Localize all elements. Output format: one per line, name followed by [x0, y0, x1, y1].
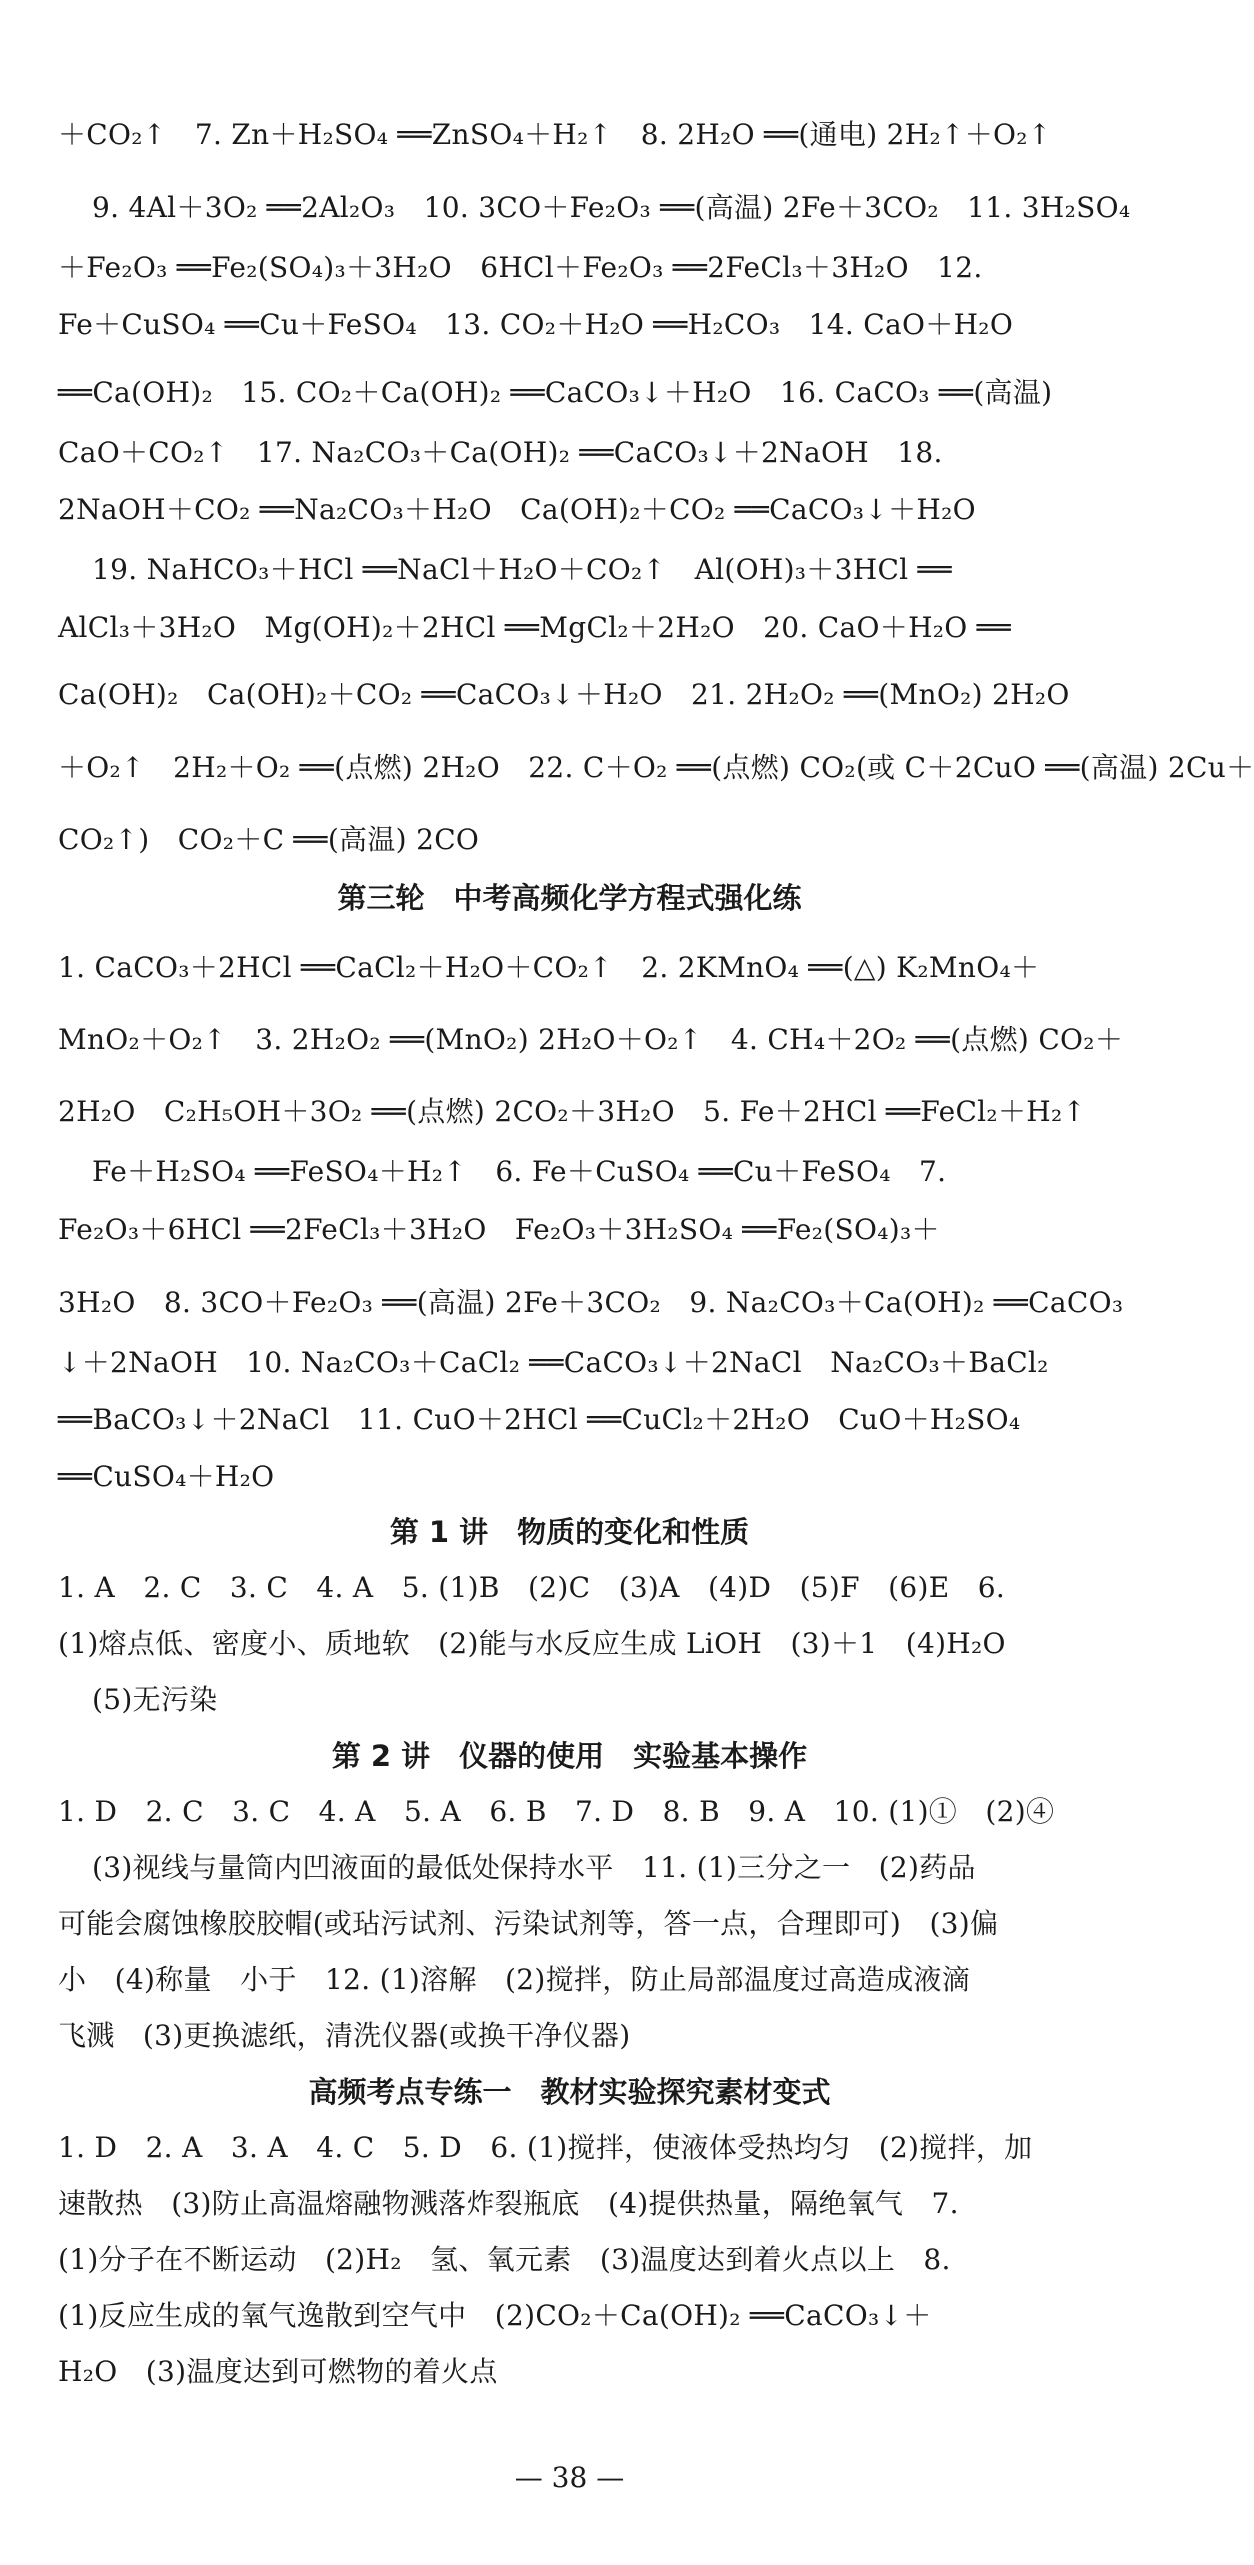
text-line: 1. CaCO₃＋2HCl ══CaCl₂＋H₂O＋CO₂↑ 2. 2KMnO₄ ══(△) K₂MnO₄＋	[58, 951, 1040, 984]
text-line: ↓＋2NaOH 10. Na₂CO₃＋CaCl₂ ══CaCO₃↓＋2NaCl Na₂CO₃＋BaCl₂	[58, 1346, 1049, 1379]
text-line: CO₂↑) CO₂＋C ══(高温) 2CO	[58, 823, 480, 856]
text-line: Fe＋H₂SO₄ ══FeSO₄＋H₂↑ 6. Fe＋CuSO₄ ══Cu＋FeSO₄ 7.	[92, 1155, 947, 1188]
text-line: (1)反应生成的氧气逸散到空气中 (2)CO₂＋Ca(OH)₂ ══CaCO₃↓＋	[58, 2299, 932, 2332]
text-line: CaO＋CO₂↑ 17. Na₂CO₃＋Ca(OH)₂ ══CaCO₃↓＋2NaOH 18.	[58, 436, 943, 469]
text-line: 2NaOH＋CO₂ ══Na₂CO₃＋H₂O Ca(OH)₂＋CO₂ ══CaCO₃↓＋H₂O	[58, 493, 976, 526]
text-line: ＋Fe₂O₃ ══Fe₂(SO₄)₃＋3H₂O 6HCl＋Fe₂O₃ ══2FeCl₃＋3H₂O 12.	[58, 251, 983, 284]
text-line: 1. A 2. C 3. C 4. A 5. (1)B (2)C (3)A (4)D (5)F (6)E 6.	[58, 1571, 1006, 1604]
text-line: ＋O₂↑ 2H₂＋O₂ ══(点燃) 2H₂O 22. C＋O₂ ══(点燃) CO₂(或 C＋2CuO ══(高温) 2Cu＋	[58, 751, 1254, 784]
section-heading: 高频考点专练一 教材实验探究素材变式	[308, 2075, 831, 2109]
text-line: 2H₂O C₂H₅OH＋3O₂ ══(点燃) 2CO₂＋3H₂O 5. Fe＋2HCl ══FeCl₂＋H₂↑	[58, 1095, 1087, 1128]
text-line: H₂O (3)温度达到可燃物的着火点	[58, 2355, 498, 2388]
text-line: 3H₂O 8. 3CO＋Fe₂O₃ ══(高温) 2Fe＋3CO₂ 9. Na₂CO₃＋Ca(OH)₂ ══CaCO₃	[58, 1286, 1124, 1319]
text-line: 小 (4)称量 小于 12. (1)溶解 (2)搅拌，防止局部温度过高造成液滴	[58, 1963, 971, 1996]
text-line: (1)熔点低、密度小、质地软 (2)能与水反应生成 LiOH (3)＋1 (4)H₂O	[58, 1627, 1006, 1660]
text-line: MnO₂＋O₂↑ 3. 2H₂O₂ ══(MnO₂) 2H₂O＋O₂↑ 4. CH₄＋2O₂ ══(点燃) CO₂＋	[58, 1023, 1124, 1056]
text-line: 可能会腐蚀橡胶胶帽(或玷污试剂、污染试剂等，答一点，合理即可) (3)偏	[58, 1907, 999, 1940]
page-number: — 38 —	[514, 2461, 625, 2494]
text-line: AlCl₃＋3H₂O Mg(OH)₂＋2HCl ══MgCl₂＋2H₂O 20. CaO＋H₂O ══	[58, 611, 1012, 644]
section-heading: 第 2 讲 仪器的使用 实验基本操作	[331, 1739, 808, 1773]
text-line: Ca(OH)₂ Ca(OH)₂＋CO₂ ══CaCO₃↓＋H₂O 21. 2H₂O₂ ══(MnO₂) 2H₂O	[58, 678, 1070, 711]
text-line: 19. NaHCO₃＋HCl ══NaCl＋H₂O＋CO₂↑ Al(OH)₃＋3HCl ══	[92, 553, 952, 586]
text-line: 速散热 (3)防止高温熔融物溅落炸裂瓶底 (4)提供热量，隔绝氧气 7.	[58, 2187, 959, 2220]
text-line: ══Ca(OH)₂ 15. CO₂＋Ca(OH)₂ ══CaCO₃↓＋H₂O 16. CaCO₃ ══(高温)	[58, 376, 1053, 409]
text-line: 飞溅 (3)更换滤纸，清洗仪器(或换干净仪器)	[58, 2019, 631, 2052]
text-line: (5)无污染	[92, 1683, 218, 1716]
text-line: 1. D 2. A 3. A 4. C 5. D 6. (1)搅拌，使液体受热均匀 (2)搅拌，加	[58, 2131, 1033, 2164]
text-line: 9. 4Al＋3O₂ ══2Al₂O₃ 10. 3CO＋Fe₂O₃ ══(高温) 2Fe＋3CO₂ 11. 3H₂SO₄	[92, 191, 1131, 224]
text-line: (3)视线与量筒内凹液面的最低处保持水平 11. (1)三分之一 (2)药品	[92, 1851, 976, 1884]
text-line: ＋CO₂↑ 7. Zn＋H₂SO₄ ══ZnSO₄＋H₂↑ 8. 2H₂O ══(通电) 2H₂↑＋O₂↑	[58, 118, 1052, 151]
text-line: ══BaCO₃↓＋2NaCl 11. CuO＋2HCl ══CuCl₂＋2H₂O CuO＋H₂SO₄	[58, 1403, 1021, 1436]
text-line: 1. D 2. C 3. C 4. A 5. A 6. B 7. D 8. B 9. A 10. (1)① (2)④	[58, 1795, 1055, 1828]
text-line: (1)分子在不断运动 (2)H₂ 氢、氧元素 (3)温度达到着火点以上 8.	[58, 2243, 951, 2276]
section-heading: 第 1 讲 物质的变化和性质	[389, 1515, 750, 1549]
text-line: ══CuSO₄＋H₂O	[58, 1460, 275, 1493]
text-line: Fe＋CuSO₄ ══Cu＋FeSO₄ 13. CO₂＋H₂O ══H₂CO₃ 14. CaO＋H₂O	[58, 308, 1014, 341]
section-heading: 第三轮 中考高频化学方程式强化练	[337, 881, 802, 915]
text-line: Fe₂O₃＋6HCl ══2FeCl₃＋3H₂O Fe₂O₃＋3H₂SO₄ ══Fe₂(SO₄)₃＋	[58, 1213, 940, 1246]
